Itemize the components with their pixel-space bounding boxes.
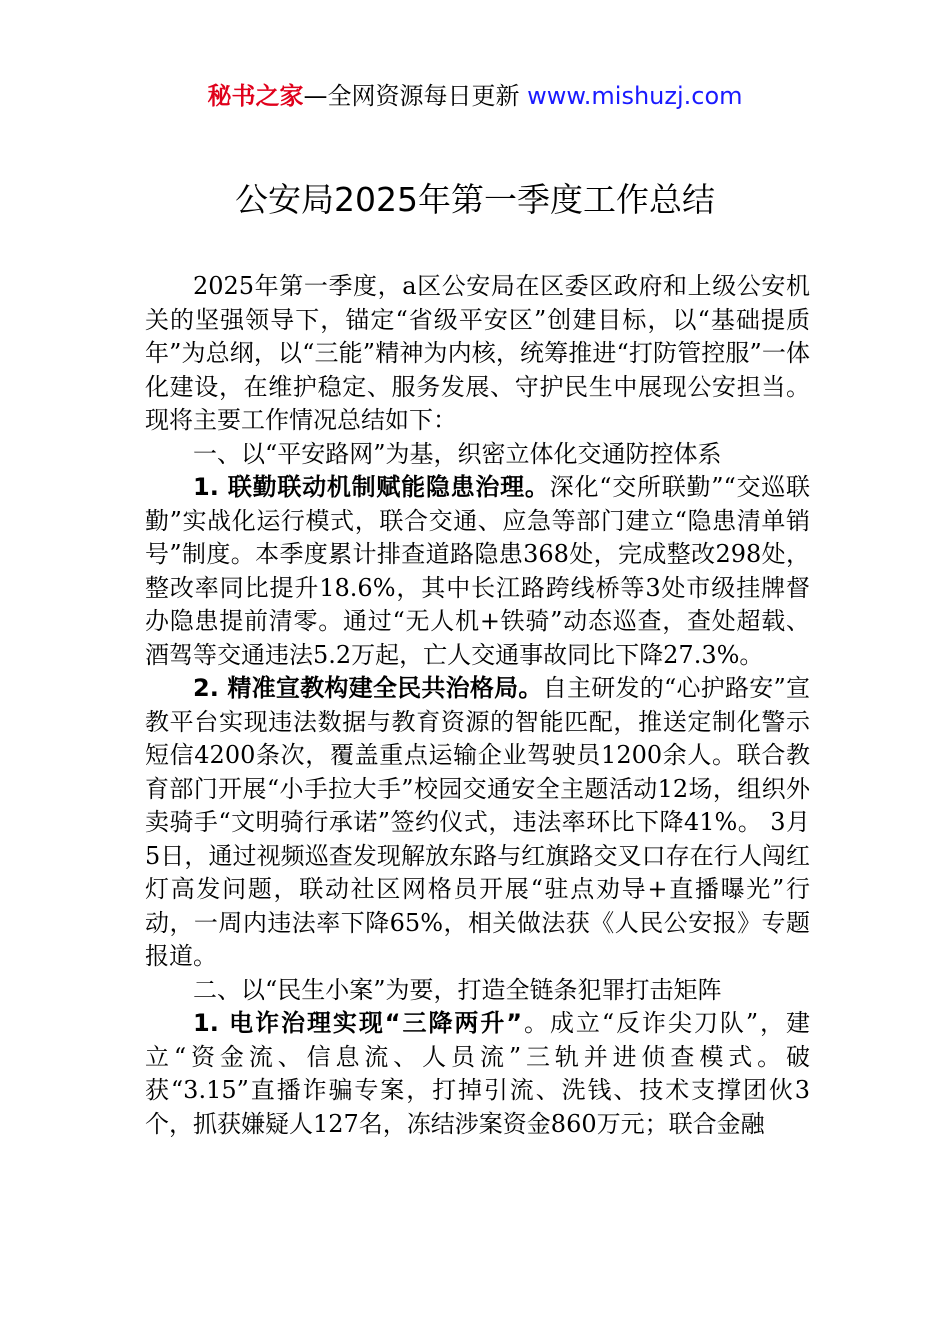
intro-paragraph: 2025年第一季度，a区公安局在区委区政府和上级公安机关的坚强领导下，锚定“省级平安区”创建目标，以“基础提质年”为总纲，以“三能”精神为内核，统筹推进“打防管控服”一体化建设，在维护稳定、服务发展、守护民生中展现公安担当。现将主要工作情况总结如下： [145,272,810,434]
item-lead: 2. 精准宣教构建全民共治格局。 [193,674,543,702]
item-lead: 1. 联勤联动机制赋能隐患治理。 [193,473,550,501]
section-heading: 一、以“平安路网”为基，织密立体化交通防控体系 [193,439,722,468]
item-lead: 1. 电诈治理实现“三降两升” [193,1009,523,1037]
item-text: 深化“交所联勤”“交巡联勤”实战化运行模式，联合交通、应急等部门建立“隐患清单销号”制度。本季度累计排查道路隐患368处，完成整改298处，整改率同比提升18.6%，其中长江路跨线桥等3处市级挂牌督办隐患提前清零。通过“无人机+铁骑”动态巡查，查处超载、酒驾等交通违法5.2万起，亡人交通事故同比下降27.3%。 [145,473,811,669]
section-item [145,1007,810,1141]
site-url-link[interactable]: www.mishuzj.com [527,82,743,110]
section-heading: 二、以“民生小案”为要，打造全链条犯罪打击矩阵 [193,975,722,1004]
item-text: 自主研发的“心护路安”宣教平台实现违法数据与教育资源的智能匹配，推送定制化警示短信4200条次，覆盖重点运输企业驾驶员1200余人。联合教育部门开展“小手拉大手”校园交通安全主题活动12场，组织外卖骑手“文明骑行承诺”签约仪式，违法率环比下降41%。 3月5日，通过视频巡查发现解放东路与红旗路交叉口存在行人闯红灯高发问题，联动社区网格员开展“驻点劝导+直播曝光”行动，一周内违法率下降65%，相关做法获《人民公安报》专题报道。 [145,674,811,970]
header-dash: — [303,82,328,110]
document-body [145,270,810,1141]
section-item [145,471,810,672]
site-header [0,80,950,112]
document-title: 公安局2025年第一季度工作总结 [235,180,715,219]
header-tagline: 全网资源每日更新 [327,82,528,110]
brand-name: 秘书之家 [207,82,304,110]
section-item [145,672,810,974]
item-text: 。成立“反诈尖刀队”，建立“资金流、信息流、人员流”三轨并进侦查模式。破获“3.15”直播诈骗专案，打掉引流、洗钱、技术支撑团伙3个，抓获嫌疑人127名，冻结涉案资金860万元；联合金融 [145,1009,810,1138]
